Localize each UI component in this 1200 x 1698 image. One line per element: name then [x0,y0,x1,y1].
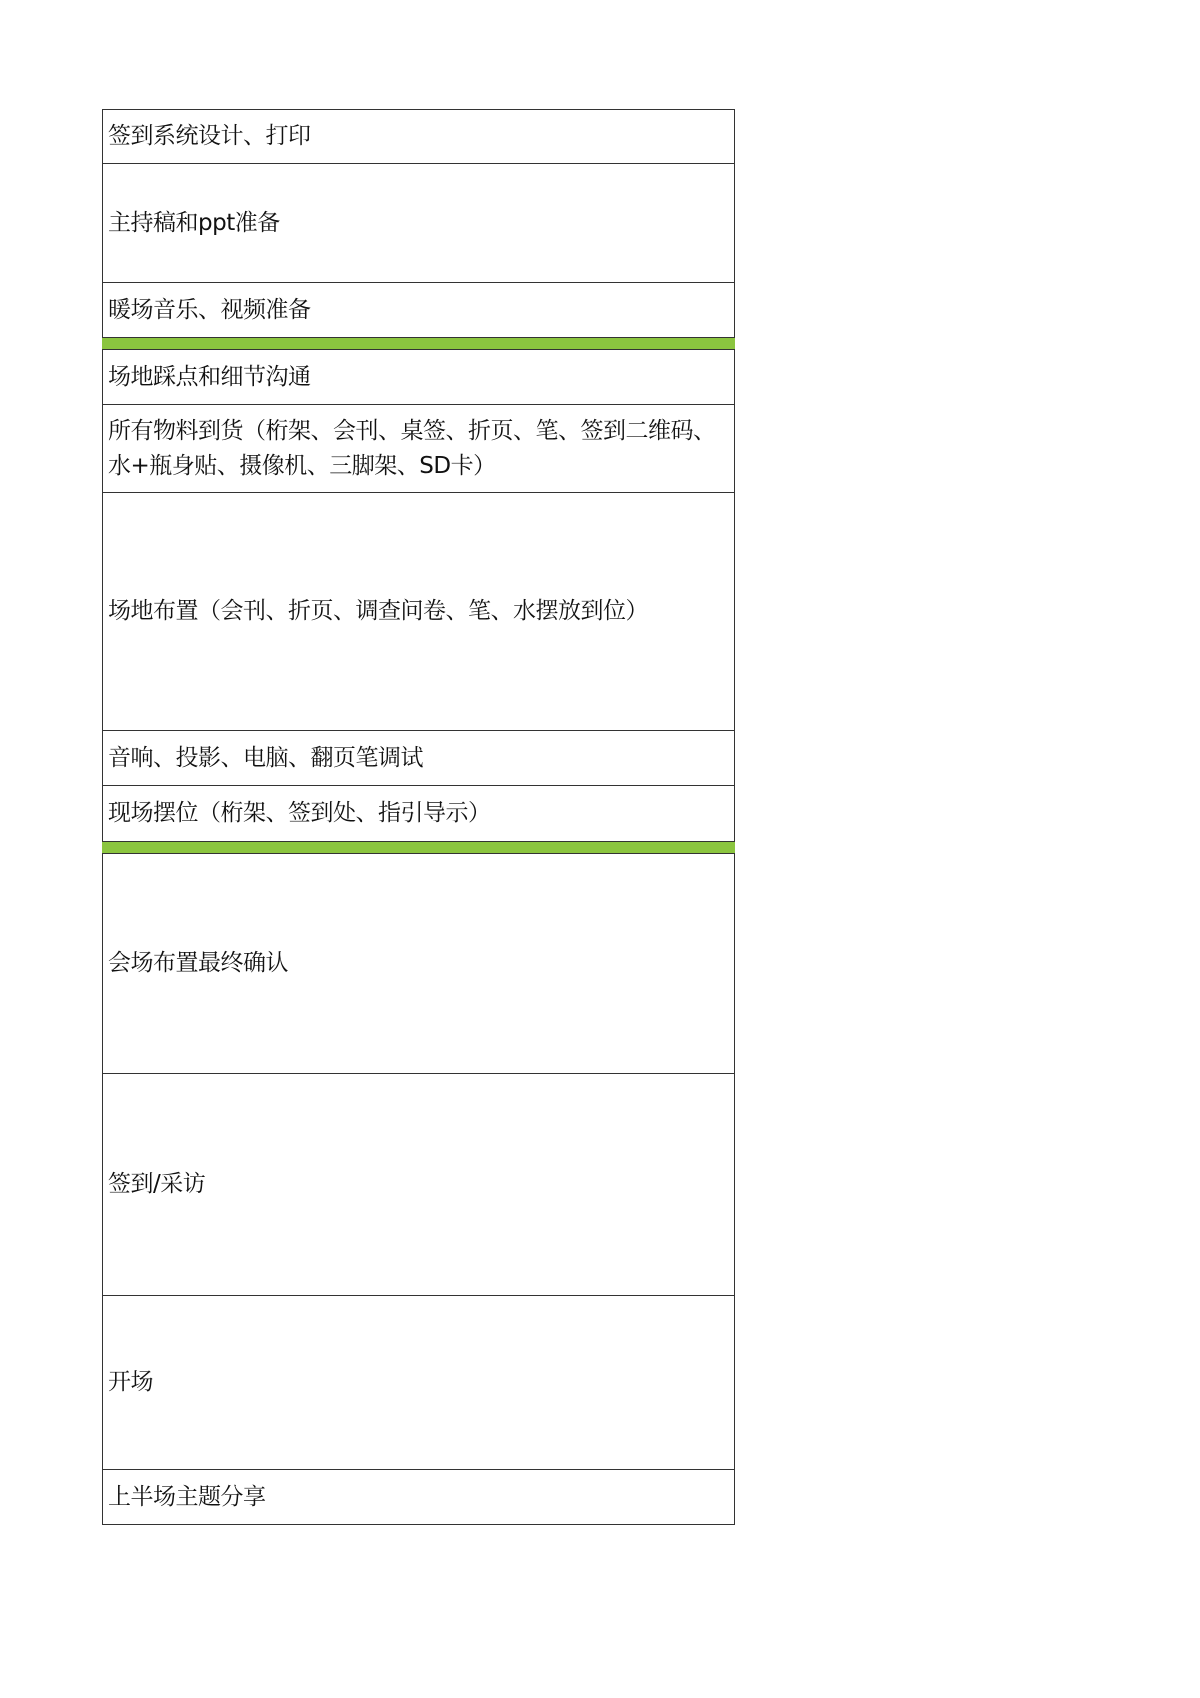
task-cell-text: 会场布置最终确认 [108,950,288,976]
table-row [102,786,735,842]
table-row [102,853,735,1074]
table-row [102,1296,735,1470]
section-divider [102,842,735,853]
task-cell-text: 主持稿和ppt准备 [108,209,280,236]
table-row [102,1074,735,1296]
table-row [102,1470,735,1525]
task-cell-text: 上半场主题分享 [108,1483,266,1510]
table-row [102,164,735,283]
task-cell-text: 暖场音乐、视频准备 [108,296,311,323]
table-row [102,405,735,493]
task-cell-text: 场地布置（会刊、折页、调查问卷、笔、水摆放到位） [108,598,648,624]
table-row [102,493,735,731]
table-row [102,349,735,405]
task-cell-text: 签到/采访 [108,1171,206,1197]
table-row [102,731,735,786]
task-cell-text: 现场摆位（桁架、签到处、指引导示） [108,800,491,826]
task-cell-text: 开场 [108,1369,153,1395]
table-row [102,283,735,338]
task-cell-text: 签到系统设计、打印 [108,123,311,149]
task-cell-text: 音响、投影、电脑、翻页笔调试 [108,744,423,771]
table-row [102,109,735,164]
task-cell-text: 所有物料到货（桁架、会刊、桌签、折页、笔、签到二维码、水+瓶身贴、摄像机、三脚架、SD卡） [108,417,716,479]
section-divider [102,338,735,349]
task-cell-text: 场地踩点和细节沟通 [108,363,311,390]
task-table [102,109,735,1525]
